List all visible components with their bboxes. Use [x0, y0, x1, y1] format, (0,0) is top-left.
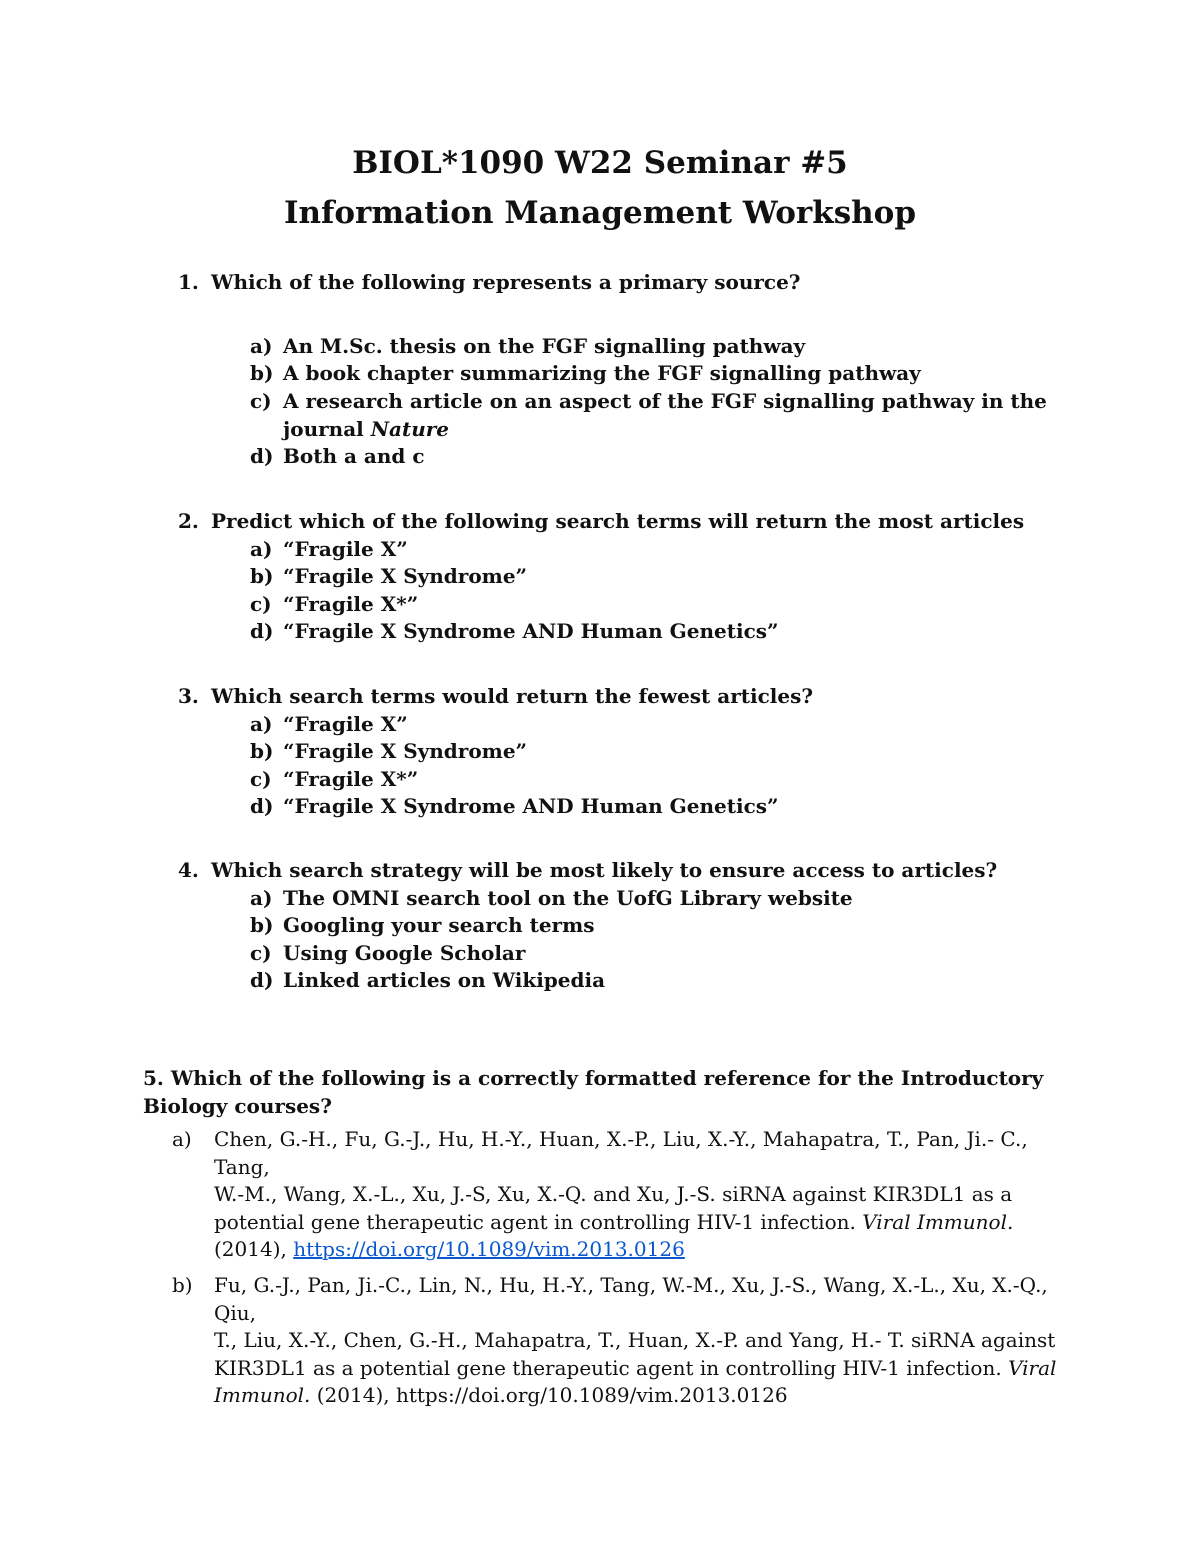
option-letter: a)	[250, 886, 273, 910]
option	[250, 563, 1050, 591]
question-text: Which search terms would return the fewest articles?	[211, 684, 814, 708]
option	[250, 967, 1050, 995]
question-3	[178, 683, 1078, 711]
question-2	[178, 508, 1128, 536]
option-letter: c)	[250, 592, 272, 616]
journal-name: Viral Immunol.	[862, 1209, 1014, 1234]
journal-name: Immunol.	[214, 1383, 311, 1407]
option-letter: d)	[250, 794, 274, 818]
reference-text	[214, 1126, 1072, 1264]
option-text: Both a and c	[283, 444, 425, 468]
question-number: 2.	[178, 509, 199, 533]
option-letter: b)	[250, 739, 274, 763]
question-1	[178, 269, 1078, 297]
question-text: Which search strategy will be most likely to ensure access to articles?	[211, 858, 998, 882]
document-subtitle: Information Management Workshop	[283, 195, 917, 231]
option	[250, 536, 1050, 564]
question-text: Predict which of the following search terms will return the most articles	[211, 509, 1025, 533]
question-number: 3.	[178, 684, 199, 708]
option-letter: d)	[250, 968, 274, 992]
doi-link[interactable]: https://doi.org/10.1089/vim.2013.0126	[293, 1237, 685, 1261]
option-text: A book chapter summarizing the FGF signalling pathway	[283, 361, 921, 385]
option-letter: b)	[172, 1273, 193, 1297]
reference-line: Chen, G.-H., Fu, G.-J., Hu, H.-Y., Huan, X.-P., Liu, X.-Y., Mahapatra, T., Pan, Ji.- C., Tang,	[214, 1127, 1028, 1179]
reference-line: potential gene therapeutic agent in controlling HIV-1 infection.	[214, 1209, 863, 1234]
question-5	[143, 1065, 1063, 1120]
option	[250, 618, 1050, 646]
option-text: “Fragile X Syndrome”	[283, 739, 528, 763]
option-letter: c)	[250, 767, 272, 791]
option-letter: c)	[250, 941, 272, 965]
reference-option-a	[172, 1126, 1072, 1264]
reference-line: Fu, G.-J., Pan, Ji.-C., Lin, N., Hu, H.-Y., Tang, W.-M., Xu, J.-S., Wang, X.-L., Xu, X.-Q., Qiu,	[214, 1273, 1048, 1325]
option-text: “Fragile X*”	[283, 767, 419, 791]
question-4	[178, 857, 1128, 885]
reference-line: (2014), https://doi.org/10.1089/vim.2013.0126	[310, 1383, 788, 1407]
option	[250, 591, 1050, 619]
option-text: “Fragile X”	[283, 712, 408, 736]
option-letter: b)	[250, 361, 274, 385]
option	[250, 443, 1050, 471]
option	[250, 388, 1050, 443]
option-letter: a)	[172, 1127, 192, 1151]
option-text: The OMNI search tool on the UofG Library website	[283, 886, 853, 910]
question-text: Which of the following represents a primary source?	[211, 270, 801, 294]
option	[250, 738, 1050, 766]
reference-option-b	[172, 1272, 1072, 1410]
option-text: Googling your search terms	[283, 913, 595, 937]
option-letter: a)	[250, 537, 273, 561]
option-text: “Fragile X Syndrome AND Human Genetics”	[283, 794, 779, 818]
option-text: An M.Sc. thesis on the FGF signalling pathway	[283, 334, 806, 358]
option-text: Using Google Scholar	[283, 941, 526, 965]
question-number: 4.	[178, 858, 199, 882]
option-text: Linked articles on Wikipedia	[283, 968, 606, 992]
option-text	[283, 388, 1050, 443]
option	[250, 885, 1050, 913]
option-letter: d)	[250, 444, 274, 468]
option-text: “Fragile X”	[283, 537, 408, 561]
option-letter: a)	[250, 334, 273, 358]
question-text: 5. Which of the following is a correctly formatted reference for the Introductory	[143, 1066, 1044, 1090]
option	[250, 912, 1050, 940]
reference-text	[214, 1272, 1072, 1410]
option	[250, 793, 1050, 821]
option	[250, 766, 1050, 794]
reference-line: KIR3DL1 as a potential gene therapeutic agent in controlling HIV-1 infection.	[214, 1355, 1009, 1380]
question-text: Biology courses?	[143, 1093, 332, 1118]
option-letter: a)	[250, 712, 273, 736]
option-letter: d)	[250, 619, 274, 643]
option-text-line: journal	[283, 416, 371, 441]
option-letter: b)	[250, 564, 274, 588]
journal-name: Viral	[1008, 1355, 1057, 1380]
question-number: 1.	[178, 270, 199, 294]
option	[250, 711, 1050, 739]
option	[250, 360, 1050, 388]
reference-line: (2014),	[214, 1237, 294, 1261]
option-text-line: A research article on an aspect of the FGF signalling pathway in the	[283, 389, 1047, 413]
option-letter: c)	[250, 389, 272, 413]
journal-name: Nature	[370, 416, 449, 441]
reference-line: W.-M., Wang, X.-L., Xu, J.-S, Xu, X.-Q. and Xu, J.-S. siRNA against KIR3DL1 as a	[214, 1182, 1013, 1206]
option	[250, 940, 1050, 968]
document-title: BIOL*1090 W22 Seminar #5	[352, 145, 848, 181]
option-text: “Fragile X Syndrome AND Human Genetics”	[283, 619, 779, 643]
reference-line: T., Liu, X.-Y., Chen, G.-H., Mahapatra, T., Huan, X.-P. and Yang, H.- T. siRNA against	[214, 1328, 1056, 1352]
option-text: “Fragile X*”	[283, 592, 419, 616]
option	[250, 333, 1050, 361]
option-text: “Fragile X Syndrome”	[283, 564, 528, 588]
option-letter: b)	[250, 913, 274, 937]
